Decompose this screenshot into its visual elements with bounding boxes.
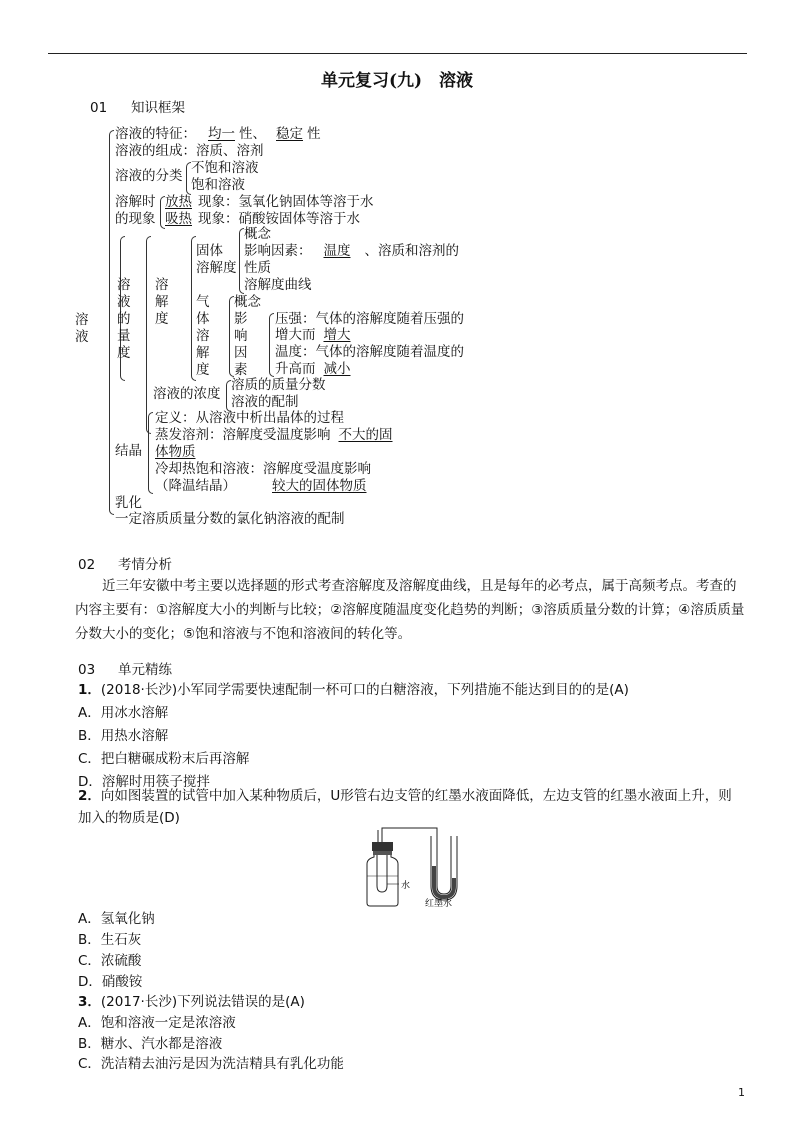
section-heading: 知识框架 bbox=[131, 100, 185, 116]
question-2: 2．向如图装置的试管中加入某种物质后，U形管右边支管的红墨水液面降低，左边支管的红墨水液面上升，则 bbox=[78, 788, 732, 804]
option: A．饱和溶液一定是浓溶液 bbox=[78, 1015, 236, 1031]
figure-label-water: 水 bbox=[401, 881, 411, 891]
header-rule bbox=[48, 53, 747, 54]
framework-root: 溶 液 bbox=[75, 312, 89, 345]
dissolve-label: 的现象 bbox=[115, 211, 156, 227]
option: C．把白糖碾成粉末后再溶解 bbox=[78, 751, 250, 767]
gas-temperature-cont: 升高而 减小 bbox=[275, 361, 351, 377]
solid-factors-cont: 性质 bbox=[244, 260, 271, 276]
crystal-brace bbox=[148, 412, 153, 494]
solid-curve: 溶解度曲线 bbox=[244, 277, 312, 293]
option: D．硝酸铵 bbox=[78, 974, 143, 990]
classification-item: 不饱和溶液 bbox=[191, 160, 259, 176]
crystal-label: 结晶 bbox=[115, 443, 142, 459]
gas-factors-brace bbox=[269, 313, 274, 377]
concentration-item: 溶质的质量分数 bbox=[231, 377, 326, 393]
section-number: 02 bbox=[78, 557, 96, 573]
concentration-label: 溶液的浓度 bbox=[153, 386, 221, 402]
solid-concept: 概念 bbox=[244, 226, 271, 242]
option: D．溶解时用筷子搅拌 bbox=[78, 774, 210, 790]
u-tube-apparatus-figure bbox=[355, 826, 467, 908]
gas-pressure: 压强：气体的溶解度随着压强的 bbox=[275, 311, 464, 327]
option: A．用冰水溶解 bbox=[78, 705, 169, 721]
solid-factors: 影响因素： 温度 、溶质和溶剂的 bbox=[244, 243, 459, 259]
option: B．用热水溶解 bbox=[78, 728, 169, 744]
concentration-item: 溶液的配制 bbox=[231, 394, 299, 410]
crystal-cooling: 冷却热饱和溶液：溶解度受温度影响 bbox=[155, 461, 371, 477]
section-heading: 单元精练 bbox=[118, 662, 172, 678]
solubility-label: 溶 解 度 bbox=[155, 277, 169, 327]
characteristics: 溶液的特征： 均一 性、 稳定 性 bbox=[115, 126, 321, 142]
page-number: 1 bbox=[738, 1086, 745, 1099]
nacl-preparation: 一定溶质质量分数的氯化钠溶液的配制 bbox=[115, 511, 345, 527]
measure-label: 溶 液 的 量 度 bbox=[117, 277, 131, 361]
measure-brace bbox=[146, 236, 151, 434]
page-title: 单元复习(九) 溶液 bbox=[320, 71, 474, 91]
option: B．生石灰 bbox=[78, 932, 142, 948]
section-heading: 考情分析 bbox=[118, 557, 172, 573]
gas-pressure-cont: 增大而 增大 bbox=[275, 327, 351, 343]
section-number: 03 bbox=[78, 662, 96, 678]
figure-label-ink: 红墨水 bbox=[425, 899, 453, 908]
dissolve-row: 放热 现象：氢氧化钠固体等溶于水 bbox=[165, 194, 374, 210]
option: C．洗洁精去油污是因为洗洁精具有乳化功能 bbox=[78, 1056, 344, 1072]
crystal-evaporation-cont: 体物质 bbox=[155, 444, 196, 460]
option: C．浓硫酸 bbox=[78, 953, 142, 969]
crystal-definition: 定义：从溶液中析出晶体的过程 bbox=[155, 410, 344, 426]
gas-temperature: 温度：气体的溶解度随着温度的 bbox=[275, 344, 464, 360]
dissolve-row: 吸热 现象：硝酸铵固体等溶于水 bbox=[165, 211, 360, 227]
emulsify: 乳化 bbox=[115, 495, 142, 511]
dissolve-label: 溶解时 bbox=[115, 194, 156, 210]
crystal-cooling-cont: （降温结晶） 较大的固体物质 bbox=[155, 478, 367, 494]
composition: 溶液的组成：溶质、溶剂 bbox=[115, 143, 264, 159]
root-brace bbox=[109, 130, 114, 515]
option: B．糖水、汽水都是溶液 bbox=[78, 1036, 223, 1052]
classification-label: 溶液的分类 bbox=[115, 168, 183, 184]
section-number: 01 bbox=[90, 100, 108, 116]
question-3: 3．(2017·长沙)下列说法错误的是(A) bbox=[78, 994, 305, 1010]
gas-solubility-label: 气 体 溶 解 度 bbox=[196, 294, 210, 378]
analysis-paragraph: 近三年安徽中考主要以选择题的形式考查溶解度及溶解度曲线，且是每年的必考点，属于高频考点。考查的内容主要有：①溶解度大小的判断与比较；②溶解度随温度变化趋势的判断；③溶质质量分数的计算；④溶质质量分数大小的变化；⑤饱和溶液与不饱和溶液间的转化等。 bbox=[75, 578, 745, 642]
option: A．氢氧化钠 bbox=[78, 911, 155, 927]
question-1: 1．(2018·长沙)小军同学需要快速配制一杯可口的白糖溶液，下列措施不能达到目的的是(A) bbox=[78, 682, 629, 698]
solid-solubility-label: 固体 溶解度 bbox=[196, 243, 237, 276]
classification-item: 饱和溶液 bbox=[191, 177, 245, 193]
gas-factors-label: 影 响 因 素 bbox=[234, 311, 248, 378]
crystal-evaporation: 蒸发溶剂：溶解度受温度影响 不大的固 bbox=[155, 427, 393, 443]
question-2-cont: 加入的物质是(D) bbox=[78, 810, 180, 826]
gas-concept: 概念 bbox=[234, 294, 261, 310]
